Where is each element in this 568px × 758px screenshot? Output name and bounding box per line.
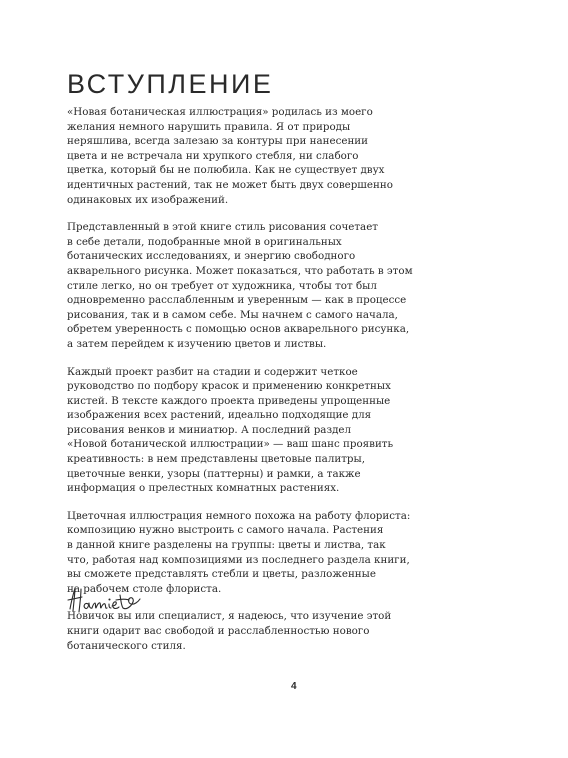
text-line: в себе детали, подобранные мной в оригинальных: [67, 235, 342, 248]
text-line: ботанического стиля.: [67, 639, 186, 652]
text-line: в данной книге разделены на группы: цветы и листва, так: [67, 539, 386, 552]
text-line: рисования венков и миниатюр. А последний раздел: [67, 423, 352, 436]
text-line: «Новая ботаническая иллюстрация» родилась из моего: [67, 106, 373, 118]
paragraph-3: [67, 365, 412, 496]
text-line: Каждый проект разбит на стадии и содержит четкое: [67, 365, 358, 378]
text-line: одновременно расслабленным и уверенным — как в процессе: [67, 294, 407, 307]
text-line: обретем уверенность с помощью основ акварельного рисунка,: [67, 323, 410, 336]
text-line: на рабочем столе флориста.: [67, 582, 222, 595]
text-line: изображения всех растений, идеально подходящие для: [67, 409, 372, 422]
text-line: что, работая над композициями из последнего раздела книги,: [67, 553, 410, 566]
text-line: Представленный в этой книге стиль рисования сочетает: [67, 221, 378, 234]
text-line: креативность: в нем представлены цветовые палитры,: [67, 453, 365, 466]
body-text: [67, 105, 412, 666]
handwritten-signature: [64, 583, 144, 617]
text-line: Новичок вы или специалист, я надеюсь, что изучение этой: [67, 610, 392, 623]
text-line: книги одарит вас свободой и расслабленностью нового: [67, 625, 370, 637]
text-line: желания немного нарушить правила. Я от природы: [67, 120, 351, 133]
text-line: акварельного рисунка. Может показаться, что работать в этом: [67, 264, 413, 277]
page-number: 4: [291, 681, 297, 692]
text-line: идентичных растений, так не может быть двух совершенно: [67, 178, 393, 191]
text-line: Цветочная иллюстрация немного похожа на работу флориста:: [67, 509, 411, 522]
text-line: цветочные венки, узоры (паттерны) и рамки, а также: [67, 467, 361, 480]
text-line: неряшлива, всегда залезаю за контуры при нанесении: [67, 135, 369, 148]
text-line: а затем перейдем к изучению цветов и листвы.: [67, 337, 327, 350]
page-heading: ВСТУПЛЕНИЕ: [67, 69, 274, 99]
text-line: одинаковых их изображений.: [67, 193, 229, 206]
text-line: «Новой ботанической иллюстрации» — ваш шанс проявить: [67, 438, 394, 451]
text-line: стиле легко, но он требует от художника, чтобы тот был: [67, 279, 377, 292]
text-line: кистей. В тексте каждого проекта приведены упрощенные: [67, 394, 391, 407]
paragraph-2: [67, 220, 412, 351]
text-line: руководство по подбору красок и применению конкретных: [67, 380, 391, 393]
text-line: ботанических исследованиях, и энергию свободного: [67, 250, 356, 263]
text-line: композицию нужно выстроить с самого начала. Растения: [67, 524, 384, 537]
text-line: информация о прелестных комнатных растениях.: [67, 482, 340, 495]
text-line: цвета и не встречала ни хрупкого стебля, ни слабого: [67, 149, 359, 162]
paragraph-1: [67, 105, 412, 207]
text-line: вы сможете представлять стебли и цветы, разложенные: [67, 568, 376, 581]
text-line: рисования, так и в самом себе. Мы начнем с самого начала,: [67, 308, 398, 321]
text-line: цветка, который бы не полюбила. Как не существует двух: [67, 164, 385, 177]
